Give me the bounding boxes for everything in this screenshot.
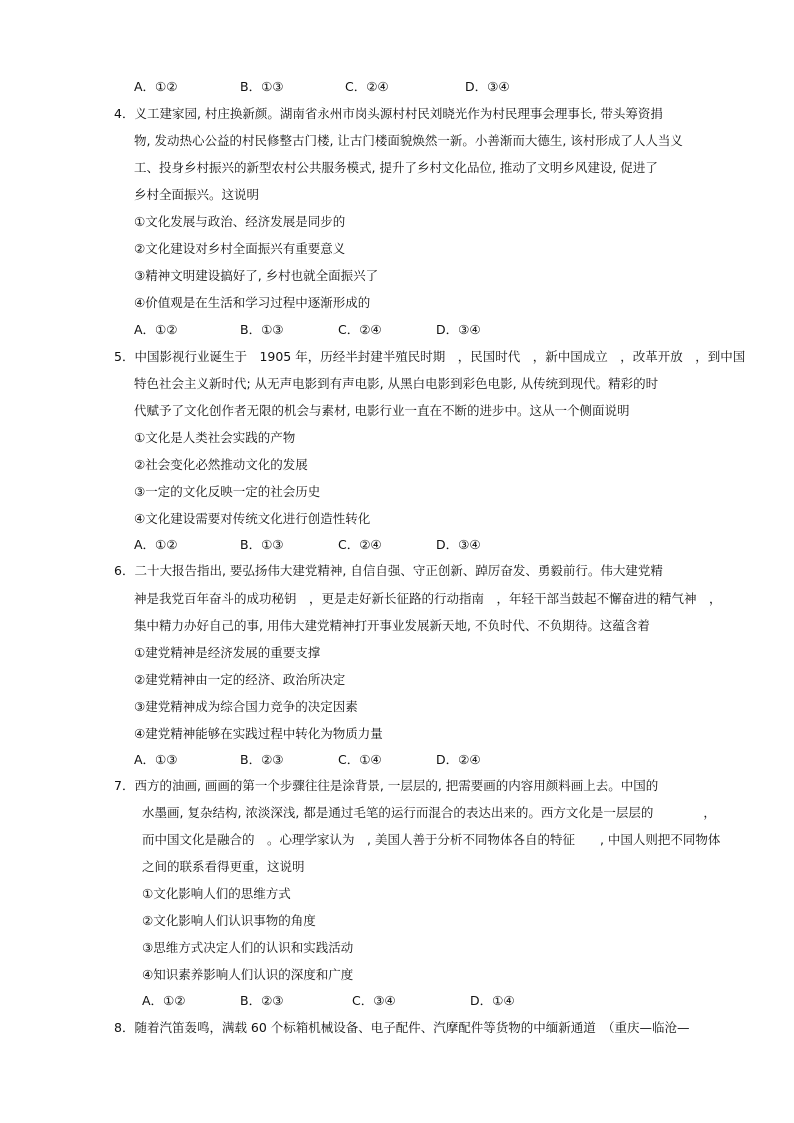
q7-option-a: A．①②	[142, 993, 186, 1008]
q6-stem-line: 6．二十大报告指出, 要弘扬伟大建党精神, 自信自强、守正创新、踔厉奋发、勇毅前行。伟大建党精	[114, 563, 663, 578]
q6-statement-4: ④建党精神能够在实践过程中转化为物质力量	[134, 726, 383, 741]
q3-option-c: C．②④	[345, 79, 389, 94]
q3-option-d: D．③④	[465, 79, 510, 94]
q5-stem-line: 特色社会主义新时代; 从无声电影到有声电影, 从黑白电影到彩色电影, 从传统到现代。精彩的时	[134, 376, 659, 391]
q5-statement-3: ③一定的文化反映一定的社会历史	[134, 484, 321, 499]
q4-option-a: A．①②	[134, 322, 178, 337]
q7-statement-1: ①文化影响人们的思维方式	[142, 886, 291, 901]
q7-option-c: C．③④	[352, 993, 396, 1008]
q4-statement-3: ③精神文明建设搞好了, 乡村也就全面振兴了	[134, 268, 379, 283]
q3-option-b: B．①③	[240, 79, 284, 94]
q5-option-c: C．②④	[338, 537, 382, 552]
q4-option-d: D．③④	[436, 322, 481, 337]
q4-statement-2: ②文化建设对乡村全面振兴有重要意义	[134, 241, 346, 256]
q6-option-a: A．①③	[134, 752, 178, 767]
q7-stem-line: 而中国文化是融合的 。心理学家认为 , 美国人善于分析不同物体各自的特征 , 中国人则把不同物体	[142, 832, 721, 847]
q6-option-c: C．①④	[338, 752, 382, 767]
q7-stem-line: 7．西方的油画, 画画的第一个步骤往往是涂背景, 一层层的, 把需要画的内容用颜料画上去。中国的	[114, 778, 659, 793]
q8-stem-line: 8．随着汽笛轰鸣，满载 60 个标箱机械设备、电子配件、汽摩配件等货物的中缅新通道 （重庆—临沧—	[114, 1020, 690, 1035]
q6-option-d: D．②④	[436, 752, 481, 767]
q5-statement-4: ④文化建设需要对传统文化进行创造性转化	[134, 511, 371, 526]
q4-option-b: B．①③	[240, 322, 284, 337]
q7-option-b: B．②③	[240, 993, 284, 1008]
q7-statement-2: ②文化影响人们认识事物的角度	[142, 913, 316, 928]
q5-option-b: B．①③	[240, 537, 284, 552]
q4-stem-line: 工、投身乡村振兴的新型农村公共服务模式, 提升了乡村文化品位, 推动了文明乡风建设, 促进了	[134, 160, 658, 175]
q4-statement-1: ①文化发展与政治、经济发展是同步的	[134, 214, 346, 229]
q5-stem-line: 5．中国影视行业诞生于 1905 年，历经半封建半殖民时期 ，民国时代 ，新中国成立 ，改革开放 ，到中国	[114, 349, 746, 364]
q5-statement-2: ②社会变化必然推动文化的发展	[134, 457, 308, 472]
q5-stem-line: 代赋予了文化创作者无限的机会与素材, 电影行业一直在不断的进步中。这从一个侧面说明	[134, 403, 630, 418]
q4-stem-line: 4．义工建家园, 村庄换新颜。湖南省永州市岗头源村村民刘晓光作为村民理事会理事长, 带头筹资捐	[114, 106, 663, 121]
q7-statement-4: ④知识素养影响人们认识的深度和广度	[142, 967, 354, 982]
q3-option-a: A．①②	[134, 79, 178, 94]
q6-statement-1: ①建党精神是经济发展的重要支撑	[134, 645, 321, 660]
q6-option-b: B．②③	[240, 752, 284, 767]
q4-option-c: C．②④	[338, 322, 382, 337]
q4-stem-line: 物, 发动热心公益的村民修整古门楼, 让古门楼面貌焕然一新。小善渐而大德生, 该村形成了人人当义	[134, 133, 683, 148]
q5-option-a: A．①②	[134, 537, 178, 552]
q6-statement-3: ③建党精神成为综合国力竞争的决定因素	[134, 699, 358, 714]
q5-option-d: D．③④	[436, 537, 481, 552]
q7-stem-line: 水墨画, 复杂结构, 浓淡深浅, 都是通过毛笔的运行而混合的表达出来的。西方文化是一层层的 ，	[142, 805, 716, 820]
q7-statement-3: ③思维方式决定人们的认识和实践活动	[142, 940, 354, 955]
q6-statement-2: ②建党精神由一定的经济、政治所决定	[134, 672, 346, 687]
q4-statement-4: ④价值观是在生活和学习过程中逐渐形成的	[134, 295, 371, 310]
q6-stem-line: 集中精力办好自己的事, 用伟大建党精神打开事业发展新天地, 不负时代、不负期待。这蕴含着	[134, 618, 650, 633]
q7-option-d: D．①④	[470, 993, 515, 1008]
q6-stem-line: 神是我党百年奋斗的成功秘钥 ，更是走好新长征路的行动指南 ，年轻干部当鼓起不懈奋进的精气神 ，	[134, 591, 722, 606]
q5-statement-1: ①文化是人类社会实践的产物	[134, 430, 296, 445]
q7-stem-line: 之间的联系看得更重，这说明	[142, 859, 305, 874]
q4-stem-line: 乡村全面振兴。这说明	[134, 187, 260, 202]
